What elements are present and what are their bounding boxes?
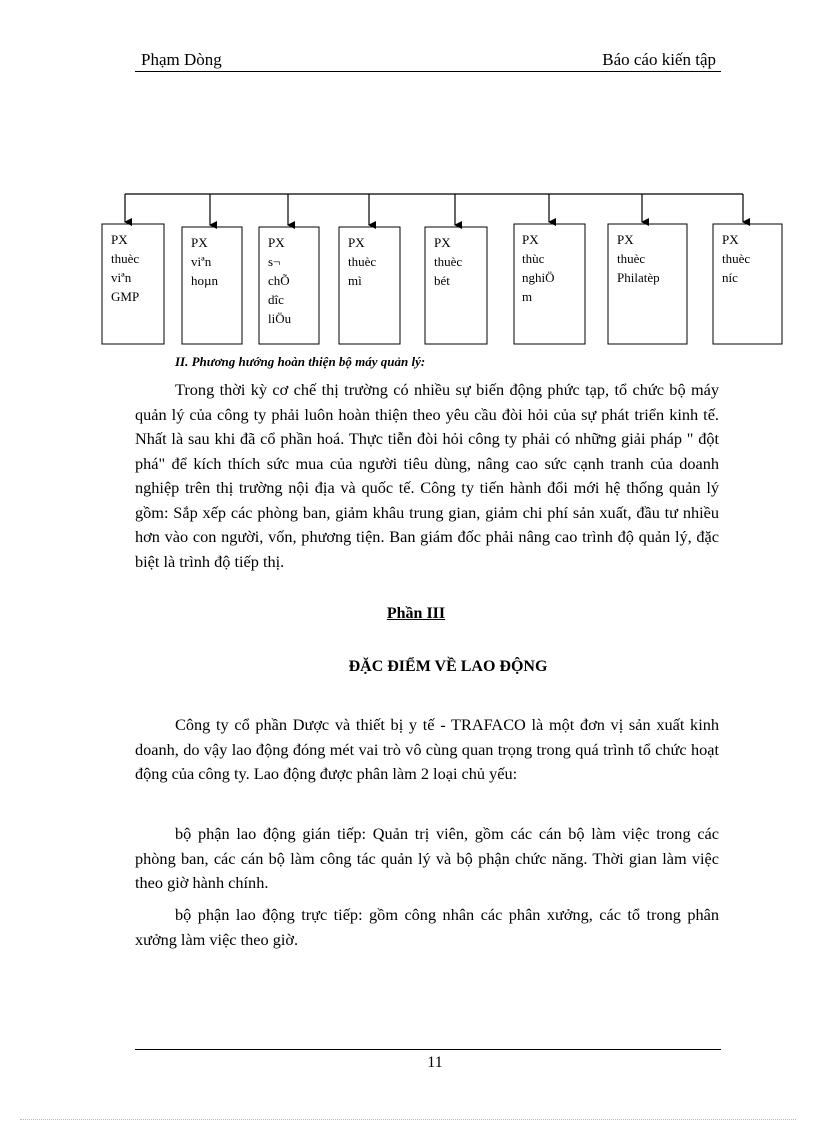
header-report-title: Báo cáo kiến tập xyxy=(602,50,716,69)
org-box-label: PX thuèc mì xyxy=(348,235,377,288)
org-arrows xyxy=(125,194,743,225)
org-box-label: PX thuèc viªn GMP xyxy=(111,232,140,304)
org-chart xyxy=(0,0,816,360)
org-box-label: PX thuèc níc xyxy=(722,232,751,285)
org-box-label: PX s¬ chÕ dîc liÖu xyxy=(268,235,292,326)
paragraph-management: Trong thời kỳ cơ chế thị trường có nhiều sự biến động phức tạp, tổ chức bộ máy quản lý của công ty phải luôn hoàn thiện theo yêu cầu đòi hỏi của sự phát triển kinh tế. Nhất là sau khi đã cổ phần hoá. Thực tiễn đòi hỏi công ty phải có những giải pháp " đột phá" để kích thích sức mua của người tiêu dùng, nâng cao sức cạnh tranh của doanh nghiệp trên thị trường nội địa và quốc tế. Công ty tiến hành đổi mới hệ thống quản lý gồm: Sắp xếp các phòng ban, giảm khâu trung gian, giảm chi phí sản xuất, đầu tư nhiều hơn vào con người, vốn, phương tiện. Ban giám đốc phải nâng cao trình độ quản lý, đặc biệt là trình độ tiếp thị. xyxy=(135,380,719,571)
org-box-label: PX thuèc Philatèp xyxy=(617,232,660,285)
paragraph-labor-intro: Công ty cổ phần Dược và thiết bị y tế - TRAFACO là một đơn vị sản xuất kinh doanh, do vậy lao động đóng mét vai trò vô cùng quan trọng trong quá trình tổ chức hoạt động của công ty. Lao động được phân làm 2 loại chủ yếu: xyxy=(135,715,719,783)
chapter-title: ĐẶC ĐIỂM VỀ LAO ĐỘNG xyxy=(348,658,548,675)
paragraph-indirect-labor: bộ phận lao động gián tiếp: Quản trị viên, gồm các cán bộ làm việc trong các phòng ban, các cán bộ làm công tác quản lý và bộ phận chức năng. Thời gian làm việc theo giờ hành chính. xyxy=(135,824,719,892)
org-box-label: PX thùc nghiÖ m xyxy=(522,232,555,304)
org-box-label: PX thuèc bét xyxy=(434,235,463,288)
org-box-label: PX viªn hoµn xyxy=(191,235,218,288)
section-heading: II. Phương hướng hoàn thiện bộ máy quản lý: xyxy=(175,354,426,369)
page-bottom-border xyxy=(20,1119,796,1120)
header-author: Phạm Dòng xyxy=(141,50,222,69)
page-number: 11 xyxy=(427,1054,443,1071)
footer-rule xyxy=(135,1049,721,1050)
paragraph-direct-labor: bộ phận lao động trực tiếp: gồm công nhân các phân xưởng, các tổ trong phân xưởng làm việc theo giờ. xyxy=(135,905,719,949)
part-title: Phần III xyxy=(386,605,446,622)
